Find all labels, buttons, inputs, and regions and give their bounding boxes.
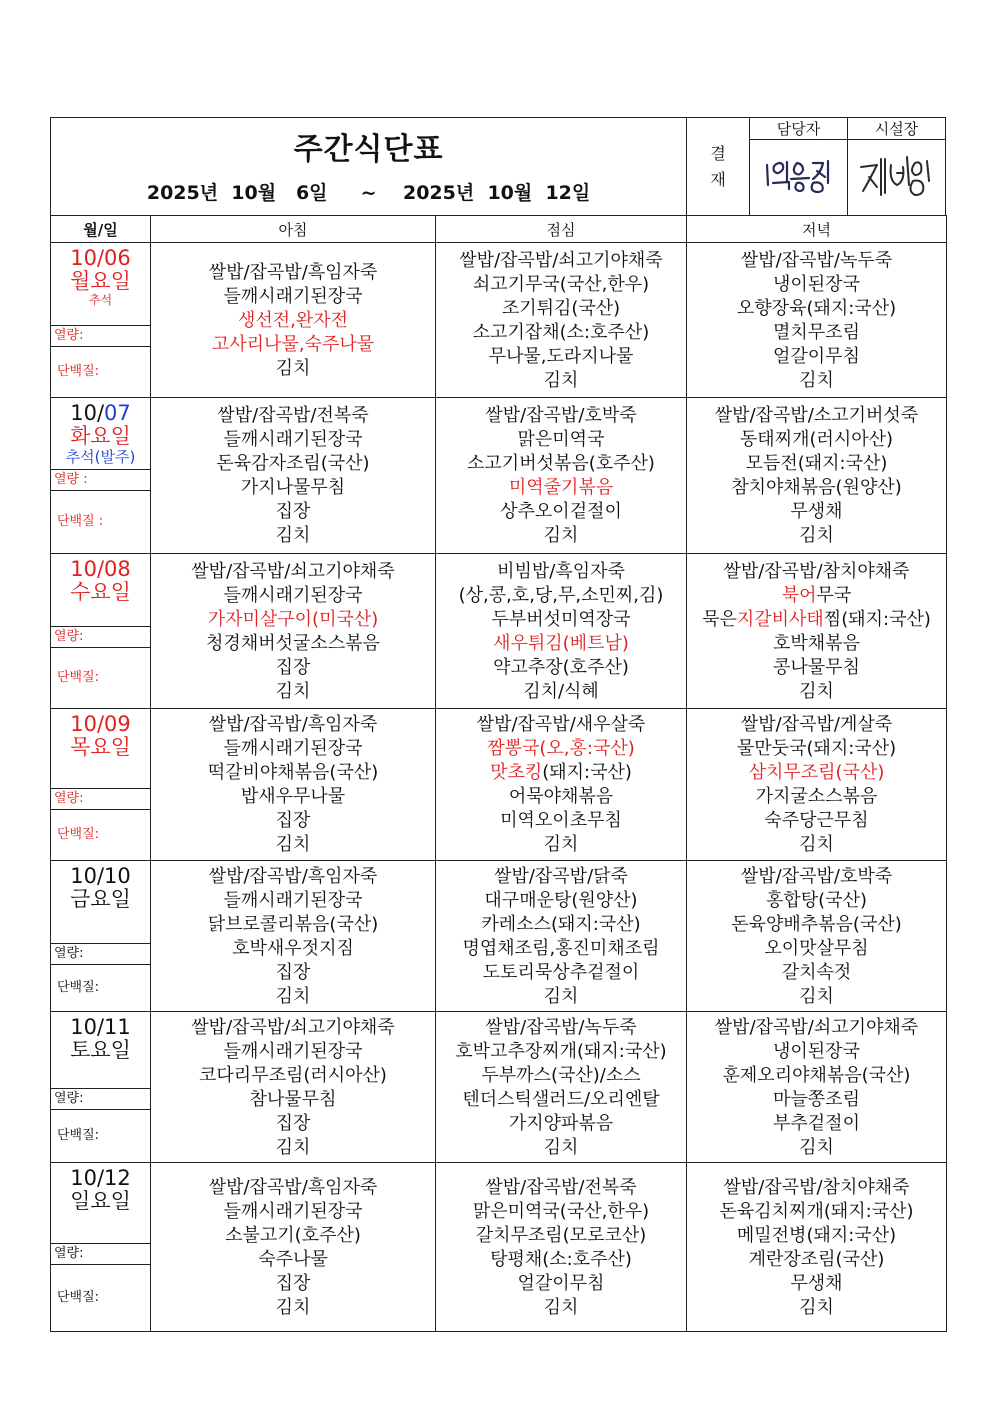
protein-label: 단백질: [57, 364, 100, 379]
lunch-item: 미역줄기볶음 [508, 477, 614, 498]
column-header-day: 월/일 [51, 216, 151, 243]
breakfast-item: 돈육감자조림(국산) [216, 453, 370, 474]
lunch-cell [436, 554, 687, 709]
dinner-item: 쌀밥/잡곡밥/소고기버섯죽 [714, 405, 919, 426]
day-row [51, 1012, 947, 1163]
signature-director [848, 140, 946, 216]
lunch-item: 가지양파볶음 [508, 1112, 614, 1134]
lunch-cell [436, 1012, 687, 1163]
breakfast-item: 들깨시래기된장국 [223, 1040, 363, 1062]
lunch-item: 쌀밥/잡곡밥/녹두죽 [485, 1016, 637, 1038]
breakfast-item: 김치 [275, 834, 311, 855]
lunch-item: 호박고추장찌개(돼지:국산) [455, 1040, 667, 1062]
day-row [51, 398, 947, 554]
dinner-item: 메밀전병(돼지:국산) [736, 1224, 897, 1246]
dinner-item: 쌀밥/잡곡밥/호박죽 [740, 865, 893, 887]
dinner-item: 쌀밥/잡곡밥/참치야채죽 [723, 560, 910, 582]
day-date: 10/10 [70, 864, 131, 888]
breakfast-item: 숙주나물 [258, 1248, 328, 1270]
lunch-item: 명엽채조림,홍진미채조림 [462, 937, 660, 959]
lunch-item: 탕평채(소:호주산) [490, 1248, 632, 1270]
lunch-item: 맛초킹(돼지:국산) [490, 762, 632, 783]
dinner-item: 김치 [799, 525, 834, 546]
protein-label: 단백질 : [57, 514, 104, 529]
signer-role-staff: 담당자 [750, 118, 848, 140]
calorie-label: 열량: [51, 943, 150, 965]
lunch-item: 쌀밥/잡곡밥/호박죽 [485, 405, 637, 426]
dinner-item: 쌀밥/잡곡밥/참치야채죽 [723, 1176, 910, 1198]
dinner-item: 오향장육(돼지:국산) [736, 297, 897, 319]
lunch-item: 어묵야채볶음 [508, 786, 614, 807]
lunch-item: 김치 [543, 525, 579, 546]
breakfast-item: 쌀밥/잡곡밥/흑임자죽 [208, 865, 378, 887]
lunch-item: 김치 [543, 369, 579, 391]
lunch-cell [436, 1163, 687, 1332]
protein-label: 단백질: [57, 1290, 100, 1305]
lunch-item: 소고기버섯볶음(호주산) [467, 453, 655, 474]
lunch-item: 짬뽕국(오,홍:국산) [487, 738, 635, 759]
dinner-item: 가지굴소스볶음 [755, 786, 878, 807]
day-date: 10/06 [70, 246, 131, 270]
day-row [51, 1163, 947, 1332]
day-row [51, 554, 947, 709]
dinner-item: 돈육양배추볶음(국산) [731, 913, 902, 935]
day-cell [51, 1012, 151, 1163]
dinner-item: 얼갈이무침 [773, 345, 860, 367]
lunch-item: 김치 [543, 834, 579, 855]
breakfast-item: 쌀밥/잡곡밥/흑임자죽 [208, 1176, 378, 1198]
dinner-item: 북어무국 [781, 584, 852, 606]
day-cell [51, 709, 151, 861]
day-note: 추석 [88, 293, 113, 307]
breakfast-item: 들깨시래기된장국 [223, 738, 363, 759]
dinner-item: 마늘쫑조림 [773, 1088, 860, 1110]
day-row [51, 861, 947, 1012]
calorie-label: 열량: [51, 1088, 150, 1110]
lunch-item: 김치 [543, 985, 579, 1007]
breakfast-item: 떡갈비야채볶음(국산) [207, 762, 379, 783]
column-header-lunch: 점심 [436, 216, 687, 243]
handwritten-signature-director [857, 151, 937, 201]
day-label [51, 1012, 150, 1088]
day-weekday: 금요일 [70, 887, 131, 911]
day-weekday: 수요일 [70, 580, 131, 604]
dinner-item: 김치 [799, 1296, 834, 1318]
dinner-item: 냉이된장국 [773, 1040, 860, 1062]
breakfast-item: 집장 [275, 501, 311, 522]
breakfast-item: 호박새우젓지짐 [232, 937, 354, 959]
breakfast-cell [151, 1012, 436, 1163]
breakfast-cell [151, 398, 436, 554]
protein-label: 단백질: [57, 670, 100, 685]
lunch-cell [436, 709, 687, 861]
lunch-item: 새우튀김(베트남) [493, 632, 629, 654]
menu-header [50, 117, 946, 216]
dinner-item: 물만둣국(돼지:국산) [736, 738, 897, 759]
day-date: 10/07 [70, 401, 131, 425]
day-weekday: 월요일 [70, 269, 131, 293]
breakfast-cell [151, 1163, 436, 1332]
dinner-item: 멸치무조림 [773, 321, 860, 343]
dinner-item: 홍합탕(국산) [766, 889, 867, 911]
lunch-item: 텐더스틱샐러드/오리엔탈 [462, 1088, 660, 1110]
lunch-item: 미역오이초무침 [500, 810, 622, 831]
lunch-cell [436, 398, 687, 554]
breakfast-cell [151, 554, 436, 709]
menu-period: 2025년 10월 6일 ~ 2025년 10월 12일 [146, 182, 591, 204]
breakfast-item: 쌀밥/잡곡밥/흑임자죽 [208, 714, 378, 735]
day-row [51, 709, 947, 861]
lunch-cell [436, 861, 687, 1012]
breakfast-cell [151, 861, 436, 1012]
dinner-item: 모듬전(돼지:국산) [745, 453, 888, 474]
breakfast-item: 집장 [275, 1112, 311, 1134]
protein-label: 단백질: [57, 827, 100, 842]
breakfast-item: 쌀밥/잡곡밥/흑임자죽 [208, 261, 378, 283]
approval-label: 결 재 [687, 118, 750, 216]
breakfast-item: 참나물무침 [249, 1088, 337, 1110]
dinner-item: 돈육김치찌개(돼지:국산) [719, 1200, 914, 1222]
lunch-item: 쌀밥/잡곡밥/새우살죽 [476, 714, 646, 735]
lunch-cell [436, 243, 687, 398]
breakfast-item: 김치 [275, 1296, 311, 1318]
breakfast-item: 들깨시래기된장국 [223, 429, 363, 450]
lunch-item: 맑은미역국 [517, 429, 605, 450]
breakfast-item: 쌀밥/잡곡밥/쇠고기야채죽 [191, 1016, 395, 1038]
lunch-item: 쌀밥/잡곡밥/전복죽 [485, 1176, 637, 1198]
protein-label: 단백질: [57, 980, 100, 995]
dinner-item: 부추겉절이 [773, 1112, 860, 1134]
day-cell [51, 1163, 151, 1332]
breakfast-item: 집장 [275, 656, 311, 678]
lunch-item: 상추오이겉절이 [500, 501, 622, 522]
breakfast-item: 생선전,완자전 [237, 309, 349, 331]
day-cell [51, 861, 151, 1012]
dinner-item: 오이맛살무침 [764, 937, 869, 959]
dinner-item: 김치 [799, 369, 834, 391]
lunch-item: 소고기잡채(소:호주산) [472, 321, 650, 343]
breakfast-item: 집장 [275, 1272, 311, 1294]
breakfast-item: 코다리무조림(러시아산) [199, 1064, 387, 1086]
protein-label: 단백질: [57, 1128, 100, 1143]
dinner-item: 무생채 [790, 501, 843, 522]
page-title: 주간식단표 [293, 132, 444, 167]
lunch-item: 김치/식혜 [523, 680, 599, 702]
dinner-item: 무생채 [790, 1272, 843, 1294]
lunch-item: 무나물,도라지나물 [488, 345, 634, 367]
dinner-item: 김치 [799, 1136, 834, 1158]
day-note: 추석(발주) [65, 448, 136, 466]
lunch-item: 김치 [543, 1136, 579, 1158]
handwritten-signature-staff [759, 153, 839, 199]
lunch-item: 쇠고기무국(국산,한우) [472, 273, 650, 295]
day-weekday: 토요일 [70, 1038, 131, 1062]
breakfast-item: 소불고기(호주산) [225, 1224, 361, 1246]
dinner-item: 갈치속젓 [781, 961, 852, 983]
day-cell [51, 243, 151, 398]
breakfast-item: 밥새우무나물 [240, 786, 346, 807]
dinner-cell [687, 1012, 947, 1163]
calorie-label: 열량: [51, 1243, 150, 1265]
dinner-cell [687, 243, 947, 398]
breakfast-item: 집장 [275, 810, 311, 831]
lunch-item: (상,콩,호,당,무,소민찌,김) [458, 584, 664, 606]
day-date: 10/12 [70, 1166, 131, 1190]
calorie-label: 열량: [51, 788, 150, 810]
dinner-item: 숙주당근무침 [764, 810, 869, 831]
breakfast-cell [151, 243, 436, 398]
breakfast-item: 청경채버섯굴소스볶음 [206, 632, 380, 654]
breakfast-item: 김치 [275, 525, 311, 546]
day-date: 10/11 [70, 1015, 131, 1039]
column-header-dinner: 저녁 [687, 216, 947, 243]
calorie-label: 열량: [51, 325, 150, 347]
breakfast-item: 가지나물무침 [240, 477, 346, 498]
day-row [51, 243, 947, 398]
lunch-item: 갈치무조림(모로코산) [475, 1224, 647, 1246]
breakfast-item: 들깨시래기된장국 [223, 1200, 363, 1222]
day-weekday: 일요일 [70, 1189, 131, 1213]
column-header-breakfast: 아침 [151, 216, 436, 243]
lunch-item: 약고추장(호주산) [493, 656, 629, 678]
day-label [51, 709, 150, 788]
lunch-item: 도토리묵상추겉절이 [482, 961, 640, 983]
day-cell [51, 554, 151, 709]
signer-role-director: 시설장 [848, 118, 946, 140]
dinner-cell [687, 709, 947, 861]
dinner-item: 훈제오리야채볶음(국산) [722, 1064, 911, 1086]
lunch-item: 쌀밥/잡곡밥/쇠고기야채죽 [459, 249, 663, 271]
title-cell [51, 118, 687, 216]
breakfast-item: 들깨시래기된장국 [223, 285, 363, 307]
breakfast-cell [151, 709, 436, 861]
dinner-cell [687, 554, 947, 709]
dinner-item: 냉이된장국 [773, 273, 860, 295]
lunch-item: 비빔밥/흑임자죽 [497, 560, 625, 582]
dinner-item: 계란장조림(국산) [748, 1248, 885, 1270]
dinner-item: 호박채볶음 [773, 632, 860, 654]
column-header-row [51, 216, 947, 243]
calorie-label: 열량: [51, 626, 150, 648]
breakfast-item: 쌀밥/잡곡밥/쇠고기야채죽 [191, 560, 395, 582]
day-weekday: 화요일 [70, 424, 131, 448]
lunch-item: 대구매운탕(원양산) [484, 889, 638, 911]
dinner-item: 쌀밥/잡곡밥/게살죽 [740, 714, 893, 735]
dinner-cell [687, 1163, 947, 1332]
lunch-item: 카레소스(돼지:국산) [481, 913, 641, 935]
breakfast-item: 닭브로콜리볶음(국산) [207, 913, 379, 935]
breakfast-item: 김치 [275, 680, 311, 702]
lunch-item: 조기튀김(국산) [501, 297, 621, 319]
day-date: 10/09 [70, 712, 131, 736]
lunch-item: 김치 [543, 1296, 579, 1318]
breakfast-item: 김치 [275, 985, 311, 1007]
lunch-item: 얼갈이무침 [517, 1272, 605, 1294]
weekly-menu-table [50, 215, 947, 1332]
dinner-item: 삼치무조림(국산) [748, 762, 885, 783]
breakfast-item: 집장 [275, 961, 311, 983]
day-weekday: 목요일 [70, 735, 131, 759]
day-label [51, 554, 150, 626]
breakfast-item: 들깨시래기된장국 [223, 584, 363, 606]
dinner-cell [687, 398, 947, 554]
day-date: 10/08 [70, 557, 131, 581]
dinner-item: 김치 [799, 680, 834, 702]
lunch-item: 맑은미역국(국산,한우) [472, 1200, 650, 1222]
breakfast-item: 쌀밥/잡곡밥/전복죽 [217, 405, 369, 426]
lunch-item: 두부버섯미역장국 [491, 608, 631, 630]
day-cell [51, 398, 151, 554]
day-label [51, 1163, 150, 1243]
dinner-item: 쌀밥/잡곡밥/녹두죽 [740, 249, 893, 271]
signature-staff [750, 140, 848, 216]
breakfast-item: 들깨시래기된장국 [223, 889, 363, 911]
breakfast-item: 김치 [275, 1136, 311, 1158]
dinner-item: 쌀밥/잡곡밥/쇠고기야채죽 [714, 1016, 919, 1038]
lunch-item: 쌀밥/잡곡밥/닭죽 [494, 865, 628, 887]
dinner-item: 동태찌개(러시아산) [739, 429, 894, 450]
day-label [51, 243, 150, 325]
breakfast-item: 가자미살구이(미국산) [207, 608, 379, 630]
calorie-label: 열량 : [51, 469, 150, 491]
dinner-item: 참치야채볶음(원양산) [731, 477, 902, 498]
dinner-item: 김치 [799, 834, 834, 855]
dinner-item: 묵은지갈비사태찜(돼지:국산) [702, 608, 931, 630]
dinner-cell [687, 861, 947, 1012]
dinner-item: 김치 [799, 985, 834, 1007]
day-label [51, 861, 150, 943]
day-label [51, 398, 150, 469]
breakfast-item: 김치 [275, 357, 311, 379]
dinner-item: 콩나물무침 [773, 656, 860, 678]
lunch-item: 두부까스(국산)/소스 [481, 1064, 641, 1086]
breakfast-item: 고사리나물,숙주나물 [211, 333, 375, 355]
